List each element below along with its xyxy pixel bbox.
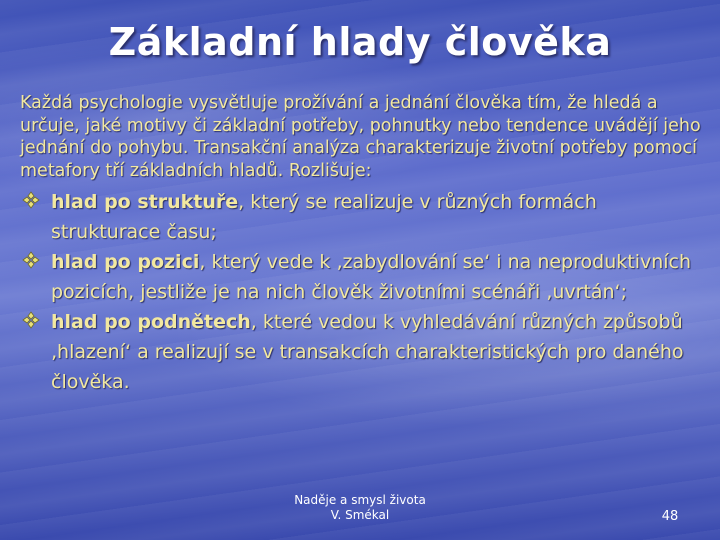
bullet-item [20, 307, 710, 397]
bullet-text: , které vedou k vyhledávání různých způsobů ‚hlazení‘ a realizují se v transakcích charakteristických pro daného člověka. [51, 311, 684, 393]
footer-title: Naděje a smysl života [294, 493, 426, 507]
diamond-bullet-icon [22, 251, 40, 269]
footer-author: V. Smékal [330, 508, 390, 522]
bullet-text: , který se realizuje v různých formách strukturace času; [51, 191, 597, 243]
bullet-term: hlad po struktuře [51, 191, 239, 213]
page-number: 48 [661, 509, 679, 524]
intro-paragraph: Každá psychologie vysvětluje prožívání a jednání člověka tím, že hledá a určuje, jaké motivy či základní potřeby, pohnutky nebo tendence uvádějí jeho jednání do pohybu. Transakční analýza charakterizuje životní potřeby pomocí metafory tří základních hladů. Rozlišuje: [20, 93, 701, 181]
bullet-term: hlad po podnětech [51, 311, 251, 333]
slide-footer [290, 493, 430, 523]
slide-title: Základní hlady člověka [108, 20, 612, 64]
bullet-list [20, 187, 710, 397]
slide-body [20, 92, 710, 397]
bullet-item [20, 247, 710, 307]
bullet-item [20, 187, 710, 247]
bullet-term: hlad po pozici [51, 251, 200, 273]
bullet-text: , který vede k ‚zabydlování se‘ i na neproduktivních pozicích, jestliže je na nich člověk životními scénáři ‚uvrtán‘; [51, 251, 692, 303]
diamond-bullet-icon [22, 311, 40, 329]
diamond-bullet-icon [22, 191, 40, 209]
